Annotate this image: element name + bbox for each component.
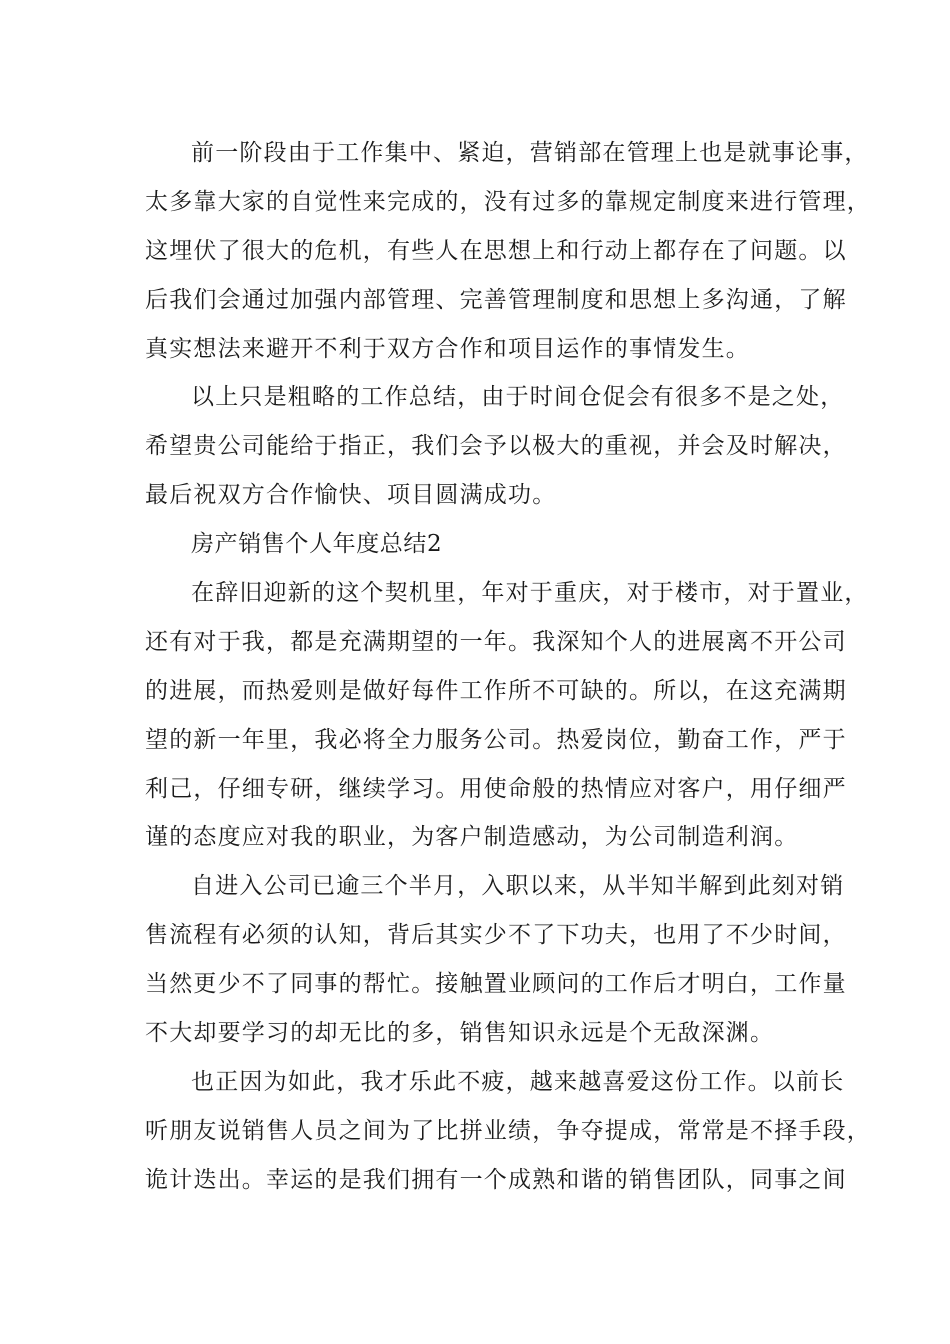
paragraph-line: 最后祝双方合作愉快、项目圆满成功。: [145, 482, 557, 509]
paragraph-line: 的进展，而热爱则是做好每件工作所不可缺的。所以，在这充满期: [145, 677, 847, 704]
paragraph-line: 谨的态度应对我的职业，为客户制造感动，为公司制造利润。: [145, 824, 799, 851]
paragraph-line: 当然更少不了同事的帮忙。接触置业顾问的工作后才明白，工作量: [145, 971, 847, 998]
paragraph-line: 不大却要学习的却无比的多，销售知识永远是个无敌深渊。: [145, 1020, 775, 1047]
paragraph-line: 太多靠大家的自觉性来完成的，没有过多的靠规定制度来进行管理，: [145, 188, 871, 215]
paragraph-line: 还有对于我，都是充满期望的一年。我深知个人的进展离不开公司: [145, 628, 847, 655]
paragraph-line: 诡计迭出。幸运的是我们拥有一个成熟和谐的销售团队，同事之间: [145, 1166, 847, 1193]
paragraph-line: 这埋伏了很大的危机，有些人在思想上和行动上都存在了问题。以: [145, 237, 847, 264]
paragraph-line: 以上只是粗略的工作总结，由于时间仓促会有很多不是之处，: [191, 384, 845, 411]
paragraph-line: 前一阶段由于工作集中、紧迫，营销部在管理上也是就事论事，: [191, 140, 869, 166]
paragraph-line: 自进入公司已逾三个半月，入职以来，从半知半解到此刻对销: [191, 873, 845, 900]
paragraph-line: 望的新一年里，我必将全力服务公司。热爱岗位，勤奋工作，严于: [145, 726, 847, 753]
paragraph-line: 后我们会通过加强内部管理、完善管理制度和思想上多沟通，了解: [145, 286, 847, 313]
paragraph-line: 在辞旧迎新的这个契机里，年对于重庆，对于楼市，对于置业，: [191, 580, 869, 607]
document-body: [145, 129, 871, 1205]
paragraph-line: 售流程有必须的认知，背后其实少不了下功夫，也用了不少时间，: [145, 922, 847, 949]
section-heading: 房产销售个人年度总结2: [191, 531, 443, 558]
paragraph-line: 也正因为如此，我才乐此不疲，越来越喜爱这份工作。以前长: [191, 1068, 845, 1095]
paragraph-line: 希望贵公司能给于指正，我们会予以极大的重视，并会及时解决，: [145, 433, 847, 460]
paragraph-line: 真实想法来避开不利于双方合作和项目运作的事情发生。: [145, 335, 750, 362]
paragraph-line: 听朋友说销售人员之间为了比拼业绩，争夺提成，常常是不择手段，: [145, 1117, 871, 1144]
paragraph-line: 利己，仔细专研，继续学习。用使命般的热情应对客户，用仔细严: [145, 775, 847, 802]
